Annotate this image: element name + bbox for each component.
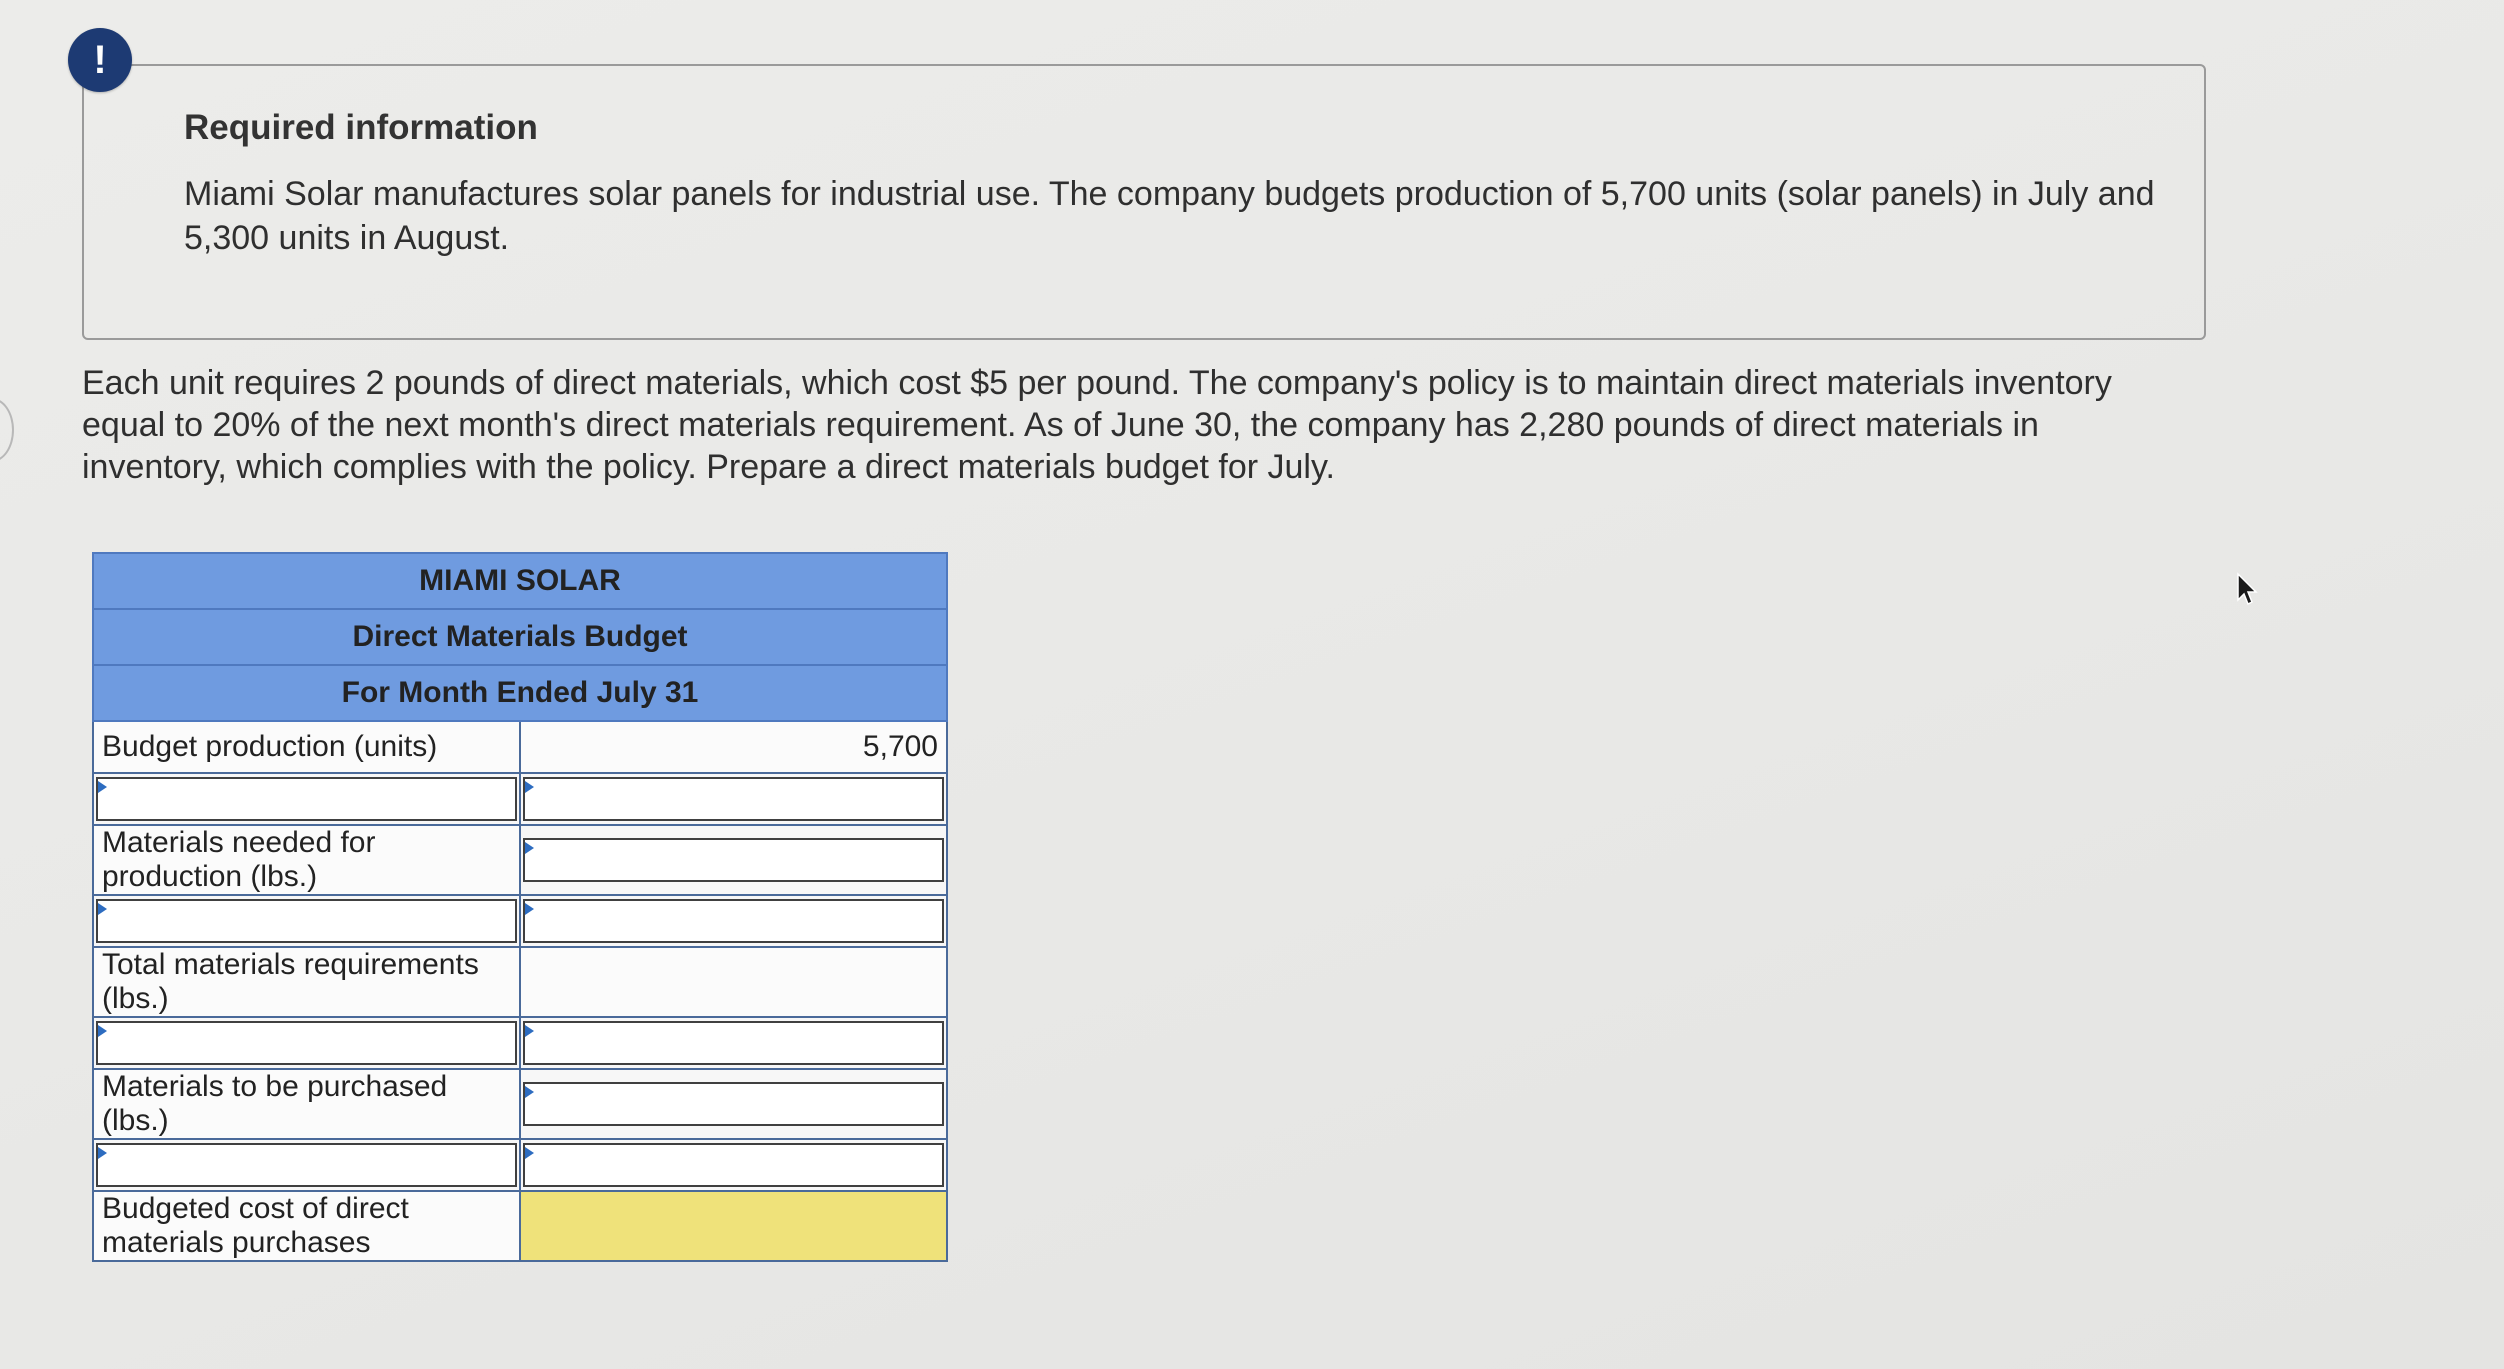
row-label-materials-purchased: Materials to be purchased (lbs.) — [93, 1069, 520, 1139]
mouse-cursor-icon — [2234, 572, 2262, 606]
table-header-row — [93, 665, 947, 721]
header-period: For Month Ended July 31 — [93, 665, 947, 721]
table-row — [93, 1139, 947, 1191]
value-input-cell[interactable] — [520, 825, 947, 895]
amount-input-4[interactable] — [523, 1143, 944, 1187]
info-text: Miami Solar manufactures solar panels for industrial use. The company budgets production of 5,700 units (solar panels) in July and 5,300 units in August. — [184, 175, 2155, 257]
header-company: MIAMI SOLAR — [93, 553, 947, 609]
amount-input-materials-purchased[interactable] — [523, 1082, 944, 1126]
value-input-cell[interactable] — [520, 1017, 947, 1069]
value-input-cell[interactable] — [520, 1069, 947, 1139]
row-label-budgeted-cost: Budgeted cost of direct materials purchases — [93, 1191, 520, 1261]
table-row — [93, 773, 947, 825]
table-row — [93, 1017, 947, 1069]
row-label-budget-production: Budget production (units) — [93, 721, 520, 773]
table-row — [93, 1191, 947, 1261]
header-title: Direct Materials Budget — [93, 609, 947, 665]
required-info-box — [82, 64, 2206, 340]
amount-input-2[interactable] — [523, 899, 944, 943]
row-label-total-materials: Total materials requirements (lbs.) — [93, 947, 520, 1017]
budgeted-cost-total-cell[interactable] — [520, 1191, 947, 1261]
value-input-cell[interactable] — [520, 773, 947, 825]
amount-input-materials-needed[interactable] — [523, 838, 944, 882]
table-row — [93, 895, 947, 947]
direct-materials-budget-table — [92, 552, 948, 1262]
info-title: Required information — [184, 108, 538, 147]
row-label-materials-needed: Materials needed for production (lbs.) — [93, 825, 520, 895]
table-row — [93, 947, 947, 1017]
table-header-row — [93, 553, 947, 609]
label-input-cell[interactable] — [93, 773, 520, 825]
dropdown-input-3[interactable] — [96, 1021, 517, 1065]
table-row — [93, 721, 947, 773]
amount-input-1[interactable] — [523, 777, 944, 821]
value-input-cell[interactable] — [520, 895, 947, 947]
problem-text: Each unit requires 2 pounds of direct materials, which cost $5 per pound. The company's policy is to maintain direct materials inventory equal to 20% of the next month's direct materials requirement. As of June 30, the company has 2,280 pounds of direct materials in inventory, which complies with the policy. Prepare a direct materials budget for July. — [82, 364, 2112, 486]
dropdown-input-4[interactable] — [96, 1143, 517, 1187]
table-row — [93, 1069, 947, 1139]
row-value-total-materials — [520, 947, 947, 1017]
value-input-cell[interactable] — [520, 1139, 947, 1191]
dropdown-input-2[interactable] — [96, 899, 517, 943]
dropdown-input-1[interactable] — [96, 777, 517, 821]
row-value-budget-production: 5,700 — [520, 721, 947, 773]
table-row — [93, 825, 947, 895]
scroll-edge-handle[interactable] — [0, 398, 14, 462]
label-input-cell[interactable] — [93, 895, 520, 947]
amount-input-3[interactable] — [523, 1021, 944, 1065]
exclamation-icon: ! — [68, 28, 132, 92]
label-input-cell[interactable] — [93, 1139, 520, 1191]
label-input-cell[interactable] — [93, 1017, 520, 1069]
table-header-row — [93, 609, 947, 665]
